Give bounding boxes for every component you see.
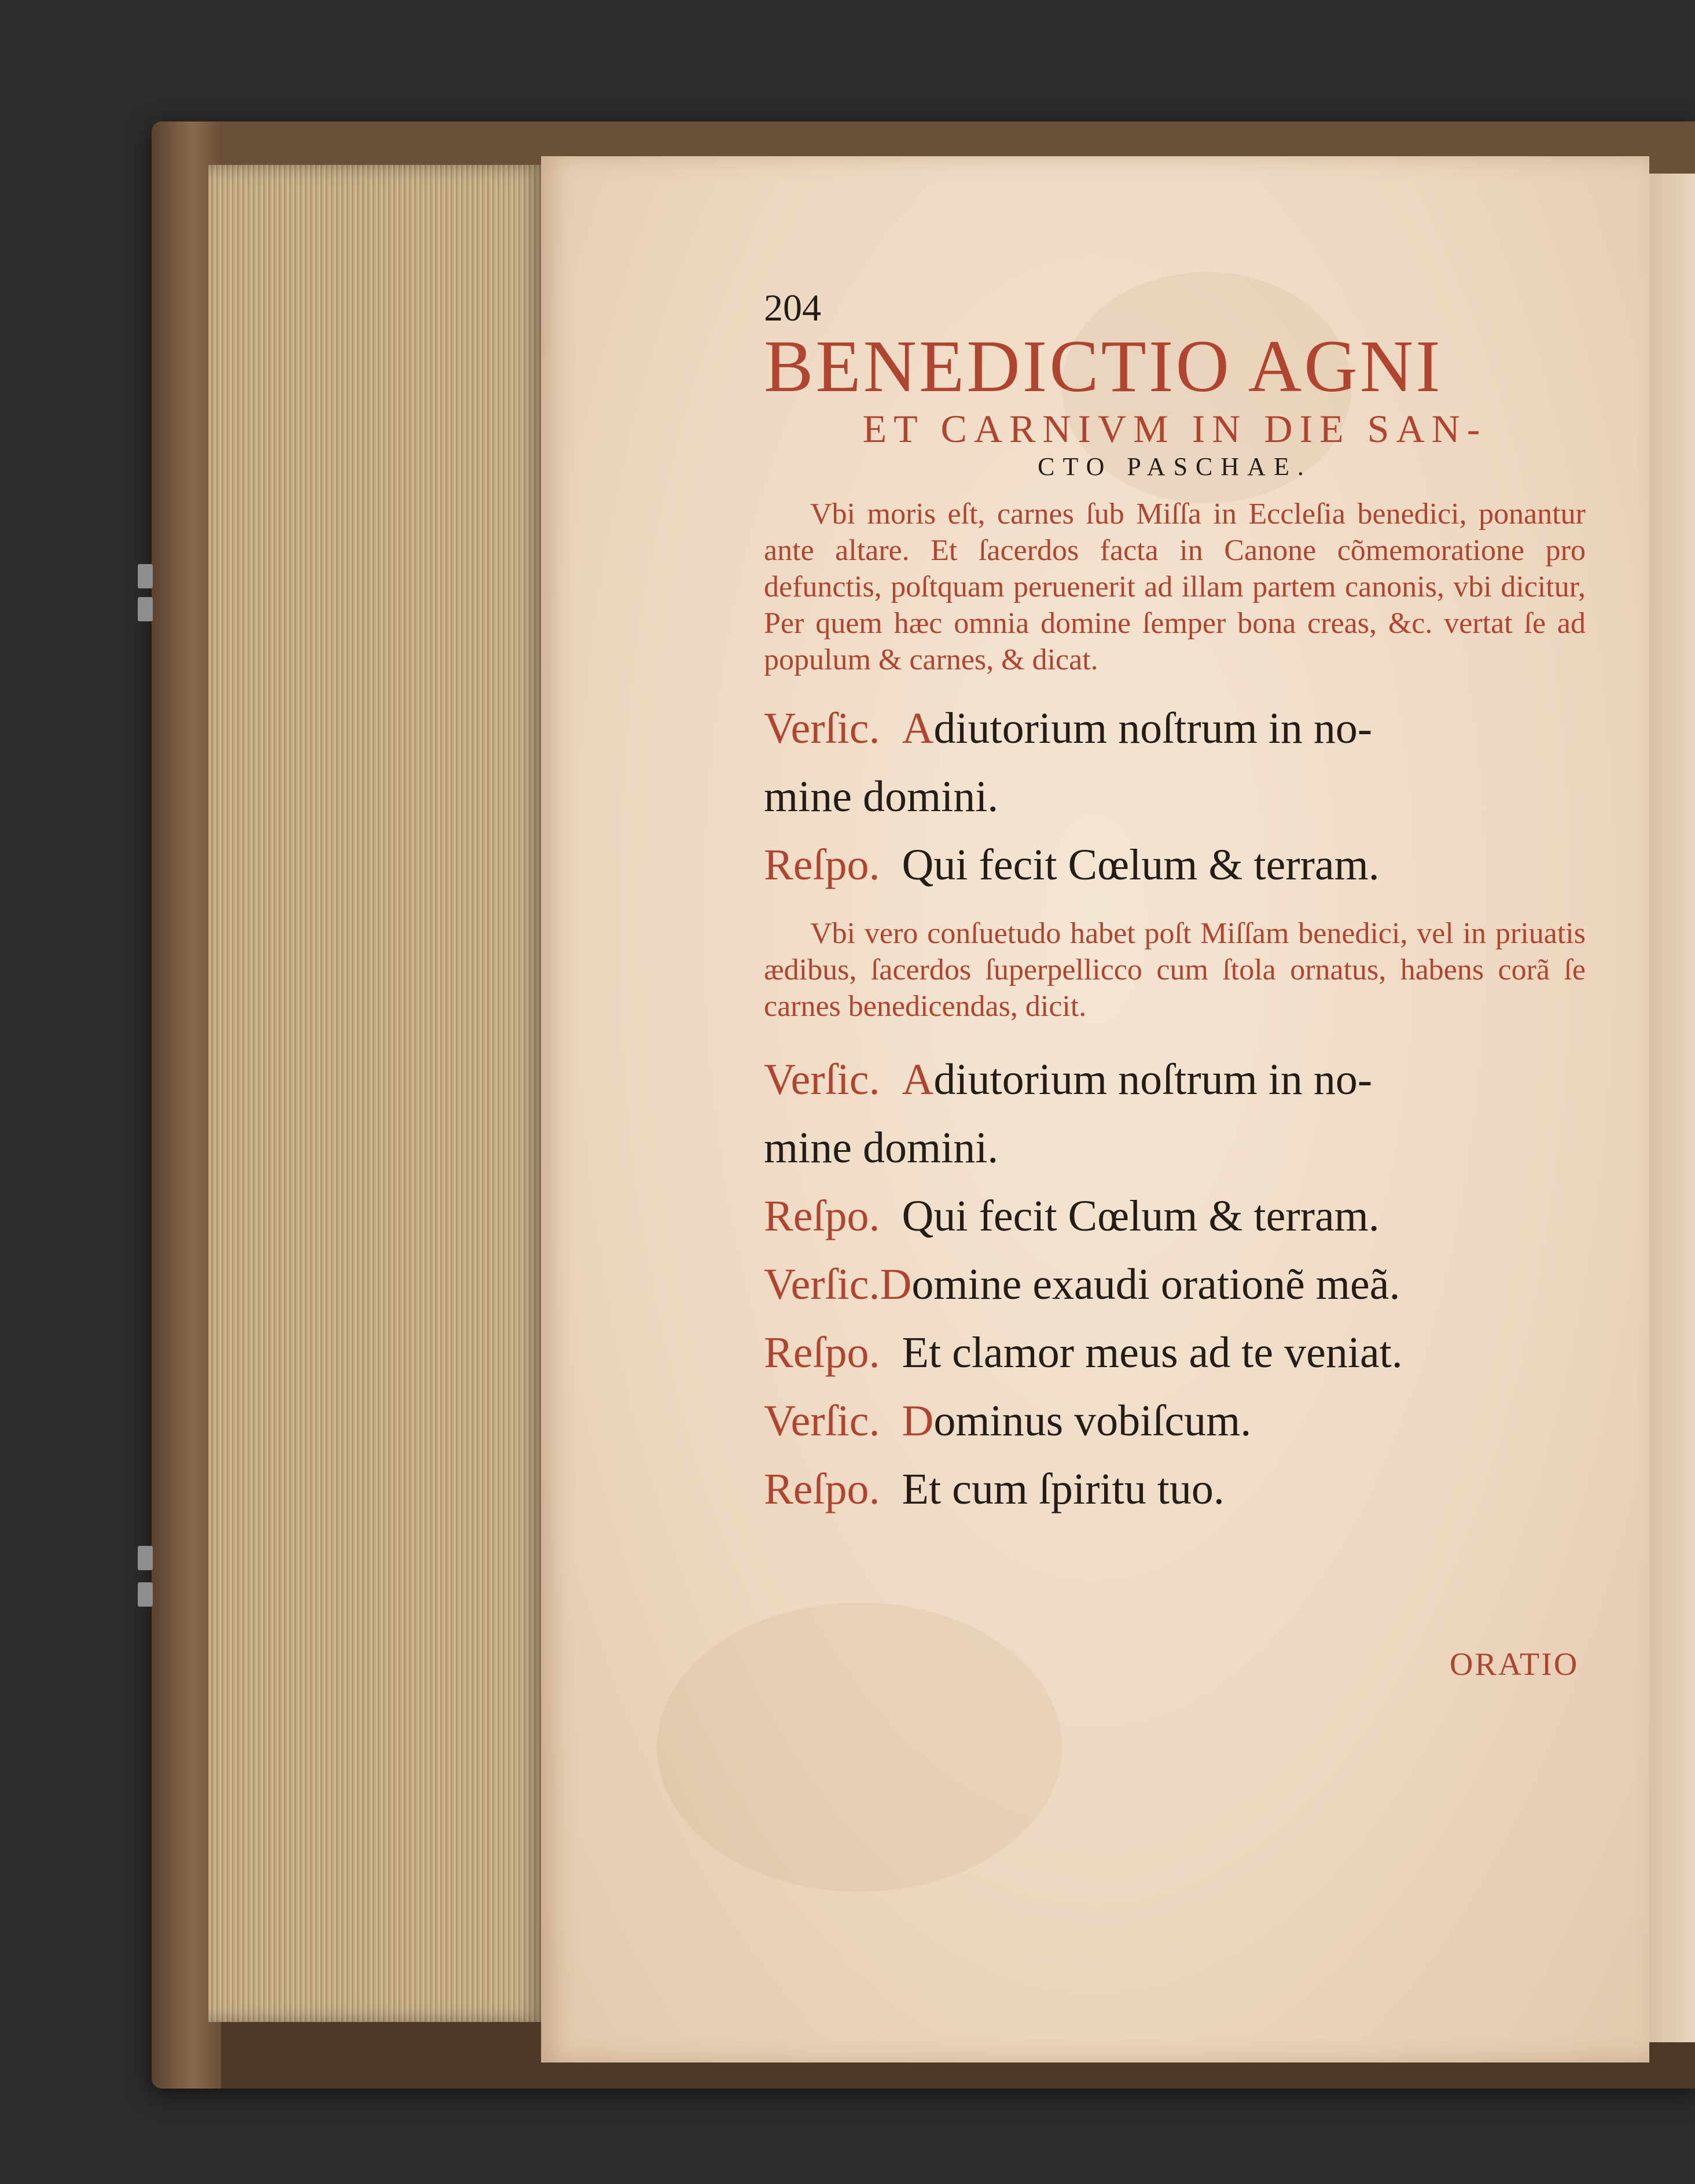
response-label: Reſpo. (764, 841, 880, 889)
versicle-label: Verſic. (764, 1260, 880, 1309)
versicle-text: ominus vobiſcum. (933, 1397, 1252, 1445)
response-text: Qui fecit Cœlum & terram. (902, 841, 1380, 889)
rubric-instruction-2 (764, 915, 1586, 1025)
versicle-line (764, 1387, 1586, 1455)
catchword: ORATIO (1450, 1647, 1579, 1682)
response-line (764, 1455, 1586, 1523)
response-text: Qui fecit Cœlum & terram. (902, 1192, 1380, 1240)
versicle-line (764, 694, 1586, 763)
rubric-text: Vbi moris eſt, carnes ſub Miſſa in Eccleſia benedici, ponantur ante altare. Et ſacerdos facta in Canone cõmemoratione pro defunctis, poſtquam peruenerit ad illam partem canonis, vbi dicitur, Per quem hæc omnia domine ſemper bona creas, &c. vertat ſe ad populum & carnes, & dicat. (764, 498, 1586, 676)
versicle-text: diutorium noſtrum in no- (933, 704, 1373, 753)
heading-title: BENEDICTIO AGNI (764, 325, 1443, 407)
initial-letter: A (902, 704, 934, 753)
response-text: Et clamor meus ad te veniat. (902, 1328, 1403, 1377)
facing-page-edge (1646, 174, 1695, 2042)
versicle-line (764, 1045, 1586, 1114)
versicle-label: Verſic. (764, 704, 880, 753)
heading-subtitle: ET CARNIVM IN DIE SAN- (862, 407, 1487, 451)
response-line (764, 831, 1586, 899)
response-text: Et cum ſpiritu tuo. (902, 1465, 1225, 1513)
response-label: Reſpo. (764, 1192, 880, 1240)
response-line (764, 1318, 1586, 1387)
continuation-line: mine domini. (764, 772, 999, 821)
versicle-text: diutorium noſtrum in no- (933, 1055, 1373, 1104)
heading-subtitle-end: CTO PASCHAE. (1038, 452, 1312, 481)
versicle-text: omine exaudi orationẽ meã. (911, 1260, 1400, 1309)
response-label: Reſpo. (764, 1465, 880, 1513)
rubric-instruction-1 (764, 496, 1586, 678)
rubric-text: Vbi vero conſuetudo habet poſt Miſſam benedici, vel in priuatis ædibus, ſacerdos ſuperpellicco cum ſtola ornatus, habens corã ſe carnes benedicendas, dicit. (764, 917, 1586, 1023)
continuation-line: mine domini. (764, 1124, 999, 1172)
clasp-lower (138, 1546, 153, 1570)
versicle-label: Verſic. (764, 1397, 880, 1445)
page-edges (208, 165, 544, 2022)
initial-letter: D (902, 1397, 934, 1445)
versicle-line (764, 1250, 1586, 1318)
page-number: 204 (764, 287, 821, 329)
clasp-upper (138, 564, 153, 588)
page-text (764, 289, 1586, 1523)
paper-stain (657, 1603, 1062, 1892)
clasp-lower-2 (138, 1582, 153, 1607)
initial-letter: A (902, 1055, 934, 1104)
clasp-upper-2 (138, 597, 153, 621)
versicle-label: Verſic. (764, 1055, 880, 1104)
response-line (764, 1182, 1586, 1250)
response-label: Reſpo. (764, 1328, 880, 1377)
initial-letter: D (880, 1260, 912, 1309)
